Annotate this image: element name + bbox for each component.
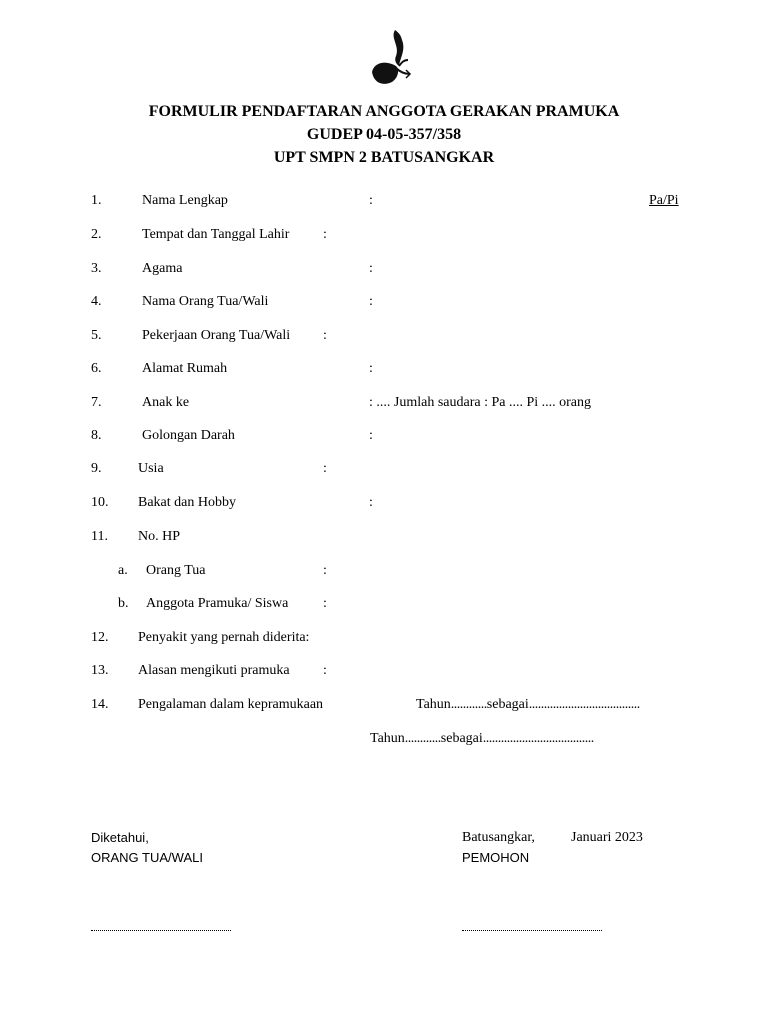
field-label-golongan-darah: Golongan Darah (142, 428, 235, 443)
tahun-dots: ............ (404, 731, 441, 746)
field-number: 14. (91, 697, 109, 712)
sebagai-label: sebagai (486, 697, 529, 712)
field-label-hp-siswa: Anggota Pramuka/ Siswa (146, 596, 289, 611)
diketahui-label: Diketahui, (91, 830, 149, 845)
field-label-penyakit: Penyakit yang pernah diderita: (138, 630, 310, 645)
field-colon: : (323, 663, 327, 678)
sub-field-letter: b. (118, 596, 129, 611)
field-label-alasan: Alasan mengikuti pramuka (138, 663, 290, 678)
experience-line-2 (370, 731, 594, 747)
field-number: 9. (91, 461, 102, 476)
field-number: 5. (91, 328, 102, 343)
field-colon: : (369, 261, 373, 276)
gender-option: Pa/Pi (649, 193, 679, 208)
field-number: 6. (91, 361, 102, 376)
field-label-pengalaman: Pengalaman dalam kepramukaan (138, 697, 324, 712)
field-number: 8. (91, 428, 102, 443)
sebagai-dots: ..................................... (528, 697, 640, 712)
field-label-alamat-rumah: Alamat Rumah (142, 361, 228, 376)
field-label-anak-ke: Anak ke (142, 395, 190, 410)
field-label-nama-orang-tua: Nama Orang Tua/Wali (142, 294, 269, 309)
field-label-tempat-tanggal-lahir: Tempat dan Tanggal Lahir (142, 227, 290, 242)
field-colon: : (323, 596, 327, 611)
sub-field-letter: a. (118, 563, 128, 578)
pemohon-label: PEMOHON (462, 850, 530, 865)
field-label-agama: Agama (142, 261, 183, 276)
field-number: 10. (91, 495, 109, 510)
school-title: UPT SMPN 2 BATUSANGKAR (273, 149, 495, 166)
field-colon: : (369, 294, 373, 309)
field-value-jumlah-saudara: : .... Jumlah saudara : Pa .... Pi .... orang (369, 395, 592, 410)
tahun-label: Tahun (370, 731, 405, 746)
tahun-dots: ............ (450, 697, 487, 712)
field-number: 4. (91, 294, 102, 309)
orang-tua-wali-label: ORANG TUA/WALI (91, 850, 203, 865)
field-label-nama-lengkap: Nama Lengkap (142, 193, 228, 208)
field-colon: : (323, 563, 327, 578)
field-number: 13. (91, 663, 109, 678)
field-colon: : (323, 227, 327, 242)
field-number: 7. (91, 395, 102, 410)
field-colon: : (369, 495, 373, 510)
field-label-usia: Usia (138, 461, 164, 476)
field-colon: : (369, 193, 373, 208)
field-colon: : (323, 461, 327, 476)
gudep-title: GUDEP 04-05-357/358 (306, 126, 462, 143)
field-colon: : (369, 361, 373, 376)
sebagai-dots: ..................................... (482, 731, 594, 746)
field-colon: : (323, 328, 327, 343)
parent-signature-line (91, 930, 231, 931)
field-label-no-hp: No. HP (138, 529, 181, 544)
field-number: 12. (91, 630, 109, 645)
applicant-signature-line (462, 930, 602, 931)
field-label-hp-orang-tua: Orang Tua (146, 563, 206, 578)
field-label-pekerjaan-orang-tua: Pekerjaan Orang Tua/Wali (142, 328, 291, 343)
field-label-bakat-hobby: Bakat dan Hobby (138, 495, 236, 510)
date-label: Januari 2023 (571, 830, 643, 845)
place-label: Batusangkar, (462, 830, 535, 845)
sebagai-label: sebagai (440, 731, 483, 746)
tunas-kelapa-icon (366, 24, 414, 90)
field-number: 3. (91, 261, 102, 276)
experience-line-1 (416, 697, 640, 713)
field-number: 1. (91, 193, 102, 208)
form-title: FORMULIR PENDAFTARAN ANGGOTA GERAKAN PRAMUKA (148, 103, 620, 120)
field-number: 11. (91, 529, 108, 544)
field-number: 2. (91, 227, 102, 242)
tahun-label: Tahun (416, 697, 451, 712)
field-colon: : (369, 428, 373, 443)
